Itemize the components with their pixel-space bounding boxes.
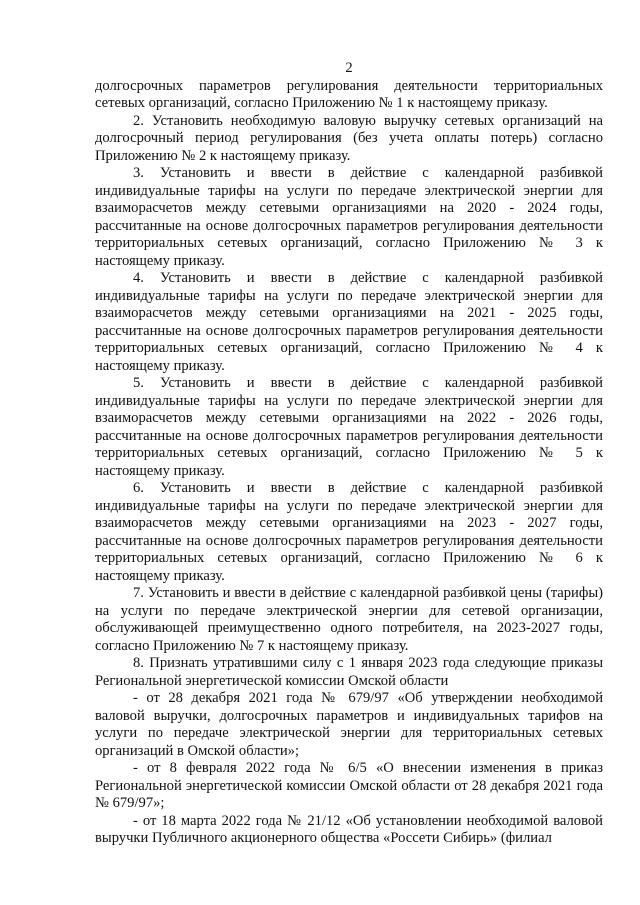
order-list-item-3: - от 18 марта 2022 года № 21/12 «Об установлении необходимой валовой выручки Публичного акционерного общества «Россети Сибирь» (филиал — [95, 812, 603, 846]
paragraph-item-8: 8. Признать утратившими силу с 1 января 2023 года следующие приказы Региональной энергетической комиссии Омской области — [95, 655, 603, 689]
paragraph-item-2: 2. Установить необходимую валовую выручку сетевых организаций на долгосрочный период регулирования (без учета оплаты потерь) согласно Приложению № 2 к настоящему приказу. — [95, 112, 603, 164]
page-number: 2 — [345, 60, 353, 76]
document-page — [95, 60, 603, 848]
paragraph-1-continuation: долгосрочных параметров регулирования деятельности территориальных сетевых организаций, согласно Приложению № 1 к настоящему приказу. — [95, 77, 603, 111]
paragraph-item-5: 5. Установить и ввести в действие с календарной разбивкой индивидуальные тарифы на услуги по передаче электрической энергии для взаиморасчетов между сетевыми организациями на 2022 - 2026 годы, рассчитанные на основе долгосрочных параметров регулирования деятельности территориальных сетевых организаций, согласно Приложению № 5 к настоящему приказу. — [95, 375, 603, 479]
paragraph-item-3: 3. Установить и ввести в действие с календарной разбивкой индивидуальные тарифы на услуги по передаче электрической энергии для взаиморасчетов между сетевыми организациями на 2020 - 2024 годы, рассчитанные на основе долгосрочных параметров регулирования деятельности территориальных сетевых организаций, согласно Приложению № 3 к настоящему приказу. — [95, 165, 603, 269]
paragraph-item-4: 4. Установить и ввести в действие с календарной разбивкой индивидуальные тарифы на услуги по передаче электрической энергии для взаиморасчетов между сетевыми организациями на 2021 - 2025 годы, рассчитанные на основе долгосрочных параметров регулирования деятельности территориальных сетевых организаций, согласно Приложению № 4 к настоящему приказу. — [95, 270, 603, 374]
order-list-item-1: - от 28 декабря 2021 года № 679/97 «Об утверждении необходимой валовой выручки, долгосрочных параметров и индивидуальных тарифов на услуги по передаче электрической энергии для территориальных сетевых организаций в Омской области»; — [95, 690, 603, 759]
paragraph-item-7: 7. Установить и ввести в действие с календарной разбивкой цены (тарифы) на услуги по передаче электрической энергии для сетевой организации, обслуживающей преимущественно одного потребителя, на 2023-2027 годы, согласно Приложению № 7 к настоящему приказу. — [95, 585, 603, 654]
paragraph-item-6: 6. Установить и ввести в действие с календарной разбивкой индивидуальные тарифы на услуги по передаче электрической энергии для взаиморасчетов между сетевыми организациями на 2023 - 2027 годы, рассчитанные на основе долгосрочных параметров регулирования деятельности территориальных сетевых организаций, согласно Приложению № 6 к настоящему приказу. — [95, 480, 603, 584]
order-list-item-2: - от 8 февраля 2022 года № 6/5 «О внесении изменения в приказ Региональной энергетической комиссии Омской области от 28 декабря 2021 года № 679/97»; — [95, 760, 603, 811]
